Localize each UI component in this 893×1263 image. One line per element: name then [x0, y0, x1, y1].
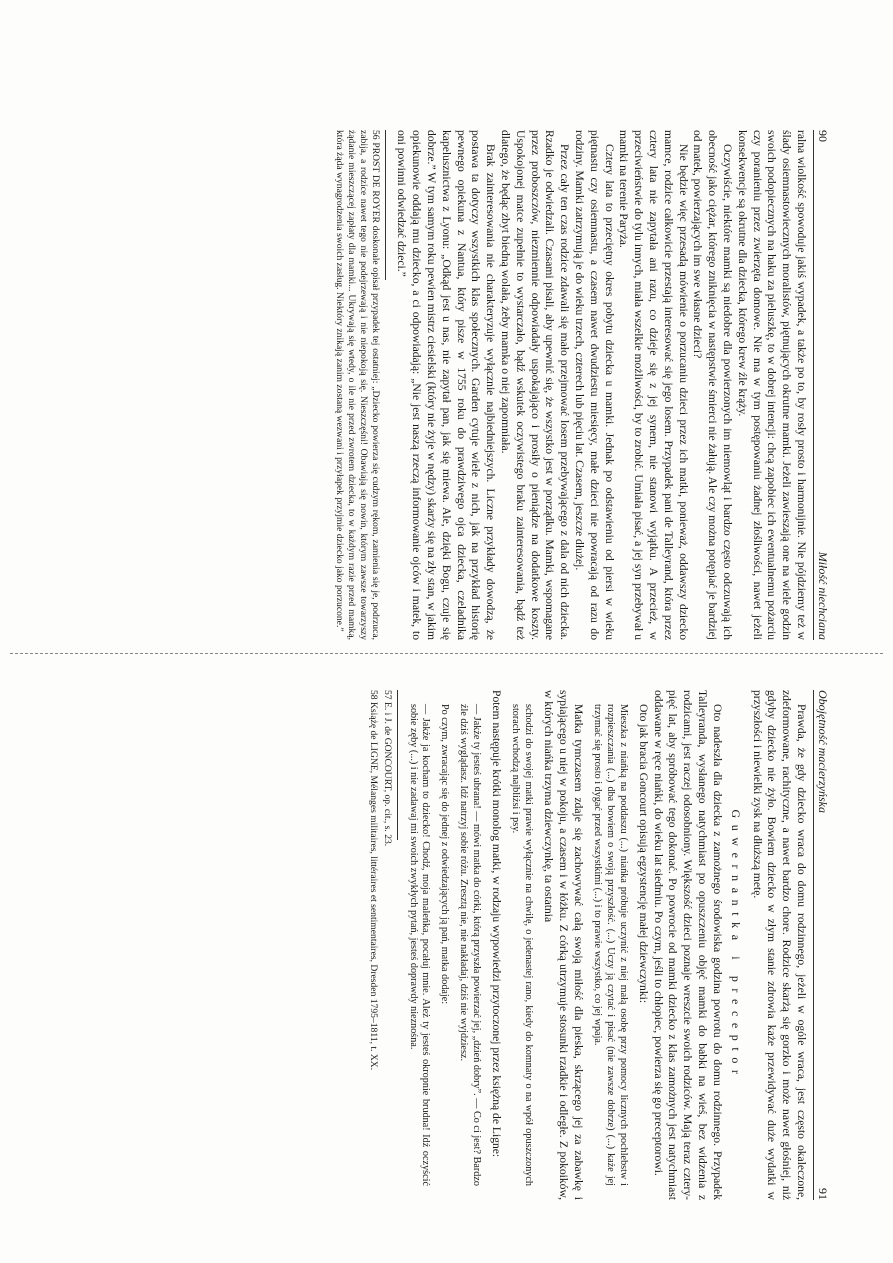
body-paragraph: ralna wiolkość spowoduje jakiś wypadek, a także po to, by rosły prosto i harmonijnie. Nie pójdziemy też w ślady osiemnastowiecznych moralistów, piętnujących okrutne mamki. Jeżeli zawieszają one na wiele godzin swoich podopiecznych na haku za pieluszkę, to w dobrej intencji: chcą zapobiec ich ewentualnemu pożarciu czy poranieniu przez zwierzęta domowe. Nie ma w tym postępowaniu żadnej złośliwości, nawet jeżeli konsekwencje są okrutne dla dziecka, którego krew źle krąży. [735, 130, 808, 640]
body-paragraph: Matka tymczasem zdaje się zachowywać całą swoją miłość dla pieska, skrzącego jej za zabawkę i sypiającego u niej w pokoju, a czasem i w łóżku. Z córką utrzymuje stosunki rzadkie i odległe. Z pokoików, w których niańka trzyma dziewczynkę, ta ostatnia [542, 690, 585, 1200]
block-quote: — Jakże ty jesteś ubrana! — mówi matka do córki, którą przyszła powierzać jej, „dzień dobry”. — Co ci jest? Bardzo źle dziś wyglądasz. Idź natrzyj sobie różu. Zresztą nie, nie nakładaj, dziś nie wyjdziesz. [458, 704, 482, 1186]
footnote-rule [397, 690, 398, 840]
body-paragraph: Nie będzie więc przesadą mówienie o porzucaniu dzieci przez ich matki, ponieważ, oddawszy dziecko mamce, rodzice całkowicie przestają interesować się jego losem. Przypadek pani de Talleyrand, która przez cztery lata nie zapytała ani razu, co dzieje się z jej synem, nie stanowi wyjątku. A przecież, w przeciwieństwie do tylu innych, miała wszelkie możliwości, by to zrobić. Umiała pisać, a jej syn przebywał u mamki na terenie Paryża. [617, 130, 690, 640]
footnote: 56 PROST DE ROYER doskonale opisał przypadek tej ostatniej: „Dziecko powierza się cudzym rękom, zamienia się je, podrzuca, zabija, a rodzice nawet tego nie podejrzewają i nie niepokoją się. Nieszczęśni! Obawiają się nowin, którym zawsze towarzyszy żądanie mieszczącej zapłaty dla mamki... Ukrywają się wtedy, o ile nie przed zwrotem dziecka, to w każdym razie przed mamką, która żąda wynagrodzenia swoich zasług. Niektóry znikają zanim zostaną wezwani i przyłapek przyjmie dziecko jako porzucone.” [333, 130, 381, 640]
body-paragraph: Oto nadeszła dla dziecka z zamożnego środowiska godzina powrotu do domu rodzinnego. Przypadek Talleyranda, wysłanego natychmiast po opuszczeniu objęć mamki do babki na wieś, bez widzenia z rodzicami, jest raczej odosobniony. Większość dzieci poznaje wreszcie swoich rodziców. Mają teraz cztery-pięć lat, aby spróbować tego dokonać. Po powrocie od mamki dziecko z klas zamożnych jest natychmiast oddawane w ręce niańki, do wieku lat siedmiu. Po czym, jeśli to chłopiec, powierza się go preceptorowi. [651, 690, 724, 1200]
body-paragraph: Prawda, że gdy dziecko wraca do domu rodzinnego, jeżeli w ogóle wraca, jest często okaleczone, zdeformowane, rachityczne, a nawet bardzo chore. Rodzice skarżą się gorzko i może nawet głośniej, niż gdyby dziecko nie żyło. Bowiem dziecko w złym stanie zdrowia każe przewidywać duże wydatki w przyszłości i niewielki zysk na dłuższą metę. [750, 690, 808, 1200]
block-quote: Po czym, zwracając się do jednej z odwiedzających ją pań, matka dodaje: [439, 704, 451, 1005]
footnote: 57 E. i J. de GONCOURT, op. cit., s. 23. [381, 690, 393, 847]
block-quote: Mieszka z niańką na poddaszu (...) niańka próbuje uczynić z niej małą osobę przy pomocy licznych pochlebstw i rozpieszczania (...) dba bowiem o swoją przyszłość. (...) Uczy ją czytać i pisać (nie zawsze dobrze) (...) każe jej trzymać się prosto i dygać przed wszystkimi (...) i to prawie wszystko, co jej wpaja. [592, 704, 630, 1186]
section-heading: Guwernantka i preceptor [728, 809, 743, 1081]
running-title: Miłość niechciana [816, 551, 830, 640]
book-page-91 [110, 690, 830, 1200]
body-paragraph: Brak zainteresowania nie charakteryzuje wyłącznie najbiedniejszych. Liczne przykłady dowodzą, że postawa ta dotyczy wszystkich klas społecznych. Garden cytuje wiele z nich, jak na przykład historię pewnego opiekuna z Nantua, który pisze w 1755 roku do prawdziwego ojca dziecka, czeladnika kapelusznictwa z Lyonu: „Odkąd jest u nas, nie zapytał pan, jak się miewa. Ale, dzięki Bogu, czuje się dobrze.” W tym samym roku pewien mistrz ciesielski (który nie żyje w nędzy) skarży się na zły stan, w jakim opiekunowie oddają mu dziecko, a ci odpowiadają: „Nie jest naszą rzeczą informowanie ojców i matek, to oni powinni odwiedzać dzieci.” [395, 130, 498, 640]
body-paragraph: Potem następuje krótki monolog matki, w rodzaju wypowiedzi przytoczonej przez księżną de Ligne: [489, 690, 503, 1158]
body-paragraph: Przez cały ten czas rodzice zdawali się mało przejmować losem przebywającego z dala od nich dziecka. Rzadko je odwiedzali. Czasami pisali, aby upewnić się, że wszystko jest w porządku. Mamki, wspomagane przez proboszczów, niezmiennie odpowiadały uspokajająco i prosiły o pieniądze na dodatkowe koszty. Uspokojonej matce zupełnie to wystarczało, bądź wskutek oczywistego braku zainteresowania, bądź też dlatego, że będąc zbyt biedną wolała, żeby mamka o niej zapomniała. [499, 130, 572, 640]
footnote-rule [385, 130, 386, 280]
body-paragraph: Oczywiście, niektóre mamki są niedobre dla powierzonych im niemowląt i bardzo często odczuwają ich obecność jako ciężar, którego zniknięcia w następstwie śmierci nie żałują. Ale czy można potępiać je bardziej od matek, powierzających im swe własne dzieci? [691, 130, 735, 640]
book-page-90 [110, 130, 830, 640]
page-header [813, 690, 830, 1200]
page-gutter [10, 653, 883, 654]
block-quote: — Jakże ja kocham to dziecko! Chodź, moja maleńka, pocałuj mnie. Ależ ty jesteś okropnie brudna! Idź oczyścić sobie zęby (...) i nie zadawaj mi swoich zwykłych pytań, jesteś doprawdy nieznośna. [407, 704, 432, 1186]
page-number: 90 [816, 130, 830, 142]
page-header [813, 130, 830, 640]
block-quote: schodzi do swojej matki prawie wyłącznie na chwilę, o jedenastej rano, kiedy do komnaty o na wpół opuszczonych storach wchodzą najbliżsi i psy. [510, 704, 535, 1186]
page-number: 91 [816, 1188, 830, 1200]
body-paragraph: Cztery lata to przeciętny okres pobytu dziecka u mamki. Jednak po odstawieniu od piersi w wieku piętnastu czy osiemnastu, a czasem nawet dwudziestu miesięcy, małe dzieci nie powracają od razu do rodziny. Mamki zatrzymują je do wieku trzech, czterech lub pięciu lat. Czasem, jeszcze dłużej. [573, 130, 616, 640]
body-paragraph: Oto jak bracia Goncourt opisują egzystencję małej dziewczynki: [636, 704, 650, 1004]
footnote: 58 Książę de LIGNE, Mélanges militaires, littéraires et sentimentaires, Dresden 1795–1811, t. XX. [367, 690, 379, 1071]
running-title: Obojętność macierzyńska [816, 690, 830, 813]
